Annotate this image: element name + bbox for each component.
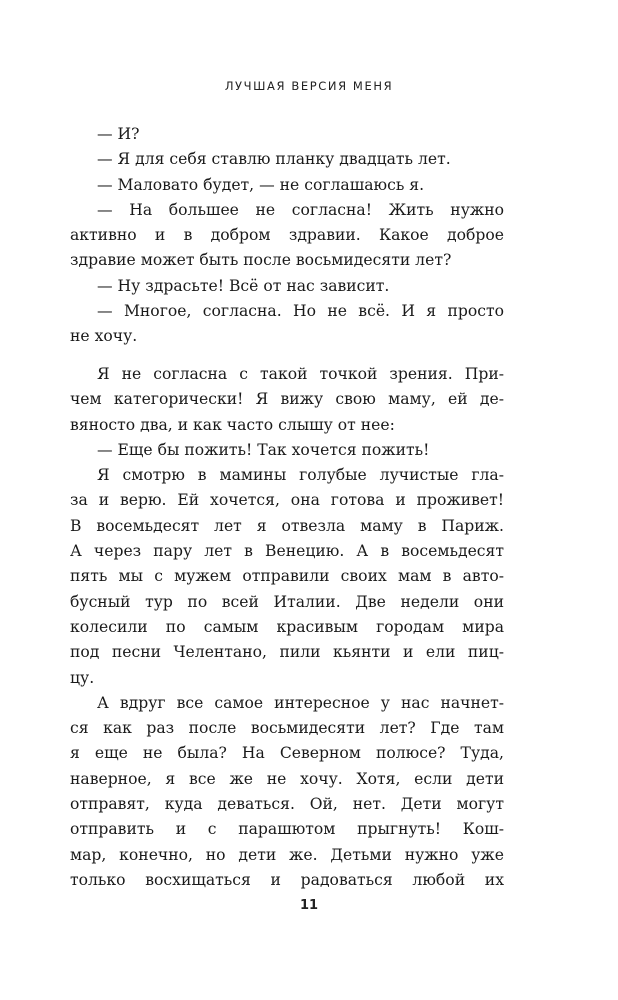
text-line: отправить и с парашютом прыгнуть! Кош- (70, 820, 504, 839)
text-line: — Маловато будет, — не соглашаюсь я. (97, 175, 425, 194)
text-line: отправят, куда деваться. Ой, нет. Дети могут (70, 795, 504, 814)
text-line: чем категорически! Я вижу свою маму, ей де- (70, 390, 504, 409)
text-line: цу. (70, 668, 95, 687)
text-line: мар, конечно, но дети же. Детьми нужно уже (70, 845, 504, 864)
text-line: наверное, я все же не хочу. Хотя, если дети (70, 769, 504, 788)
text-line: В восемьдесят лет я отвезла маму в Париж. (70, 516, 504, 535)
text-line: активно и в добром здравии. Какое доброе (70, 226, 504, 245)
text-line: бусный тур по всей Италии. Две недели они (70, 592, 504, 611)
text-line: А вдруг все самое интересное у нас начнет- (97, 693, 504, 712)
text-block-dialogue (70, 122, 504, 350)
text-line: под песни Челентано, пили кьянти и ели пиц- (70, 643, 504, 662)
text-line: только восхищаться и радоваться любой их (70, 870, 504, 889)
page-number: 11 (299, 898, 319, 913)
text-line: — Я для себя ставлю планку двадцать лет. (97, 150, 451, 169)
text-line: не хочу. (70, 327, 138, 346)
text-line: вяносто два, и как часто слышу от нее: (70, 415, 395, 434)
text-line: пять мы с мужем отправили своих мам в авто- (70, 567, 504, 586)
text-line: Я не согласна с такой точкой зрения. При- (97, 365, 504, 383)
text-line: колесили по самым красивым городам мира (70, 617, 504, 636)
text-line: — Многое, согласна. Но не всё. И я просто (97, 302, 504, 321)
text-line: — На большее не согласна! Жить нужно (97, 200, 504, 219)
text-line: — И? (97, 125, 140, 143)
text-line: за и верю. Ей хочется, она готова и проживет! (70, 491, 504, 510)
text-line: здравие может быть после восьмидесяти лет? (70, 251, 452, 270)
text-line: — Ну здрасьте! Всё от нас зависит. (97, 276, 390, 295)
text-line: ся как раз после восьмидесяти лет? Где там (70, 719, 504, 738)
text-line: Я смотрю в мамины голубые лучистые гла- (97, 466, 504, 485)
text-line: А через пару лет в Венецию. А в восемьдесят (70, 542, 504, 561)
text-line: я еще не была? На Северном полюсе? Туда, (70, 744, 504, 763)
text-line: — Еще бы пожить! Так хочется пожить! (97, 440, 430, 459)
running-head: ЛУЧШАЯ ВЕРСИЯ МЕНЯ (224, 79, 394, 93)
text-block-narrative (70, 362, 504, 893)
